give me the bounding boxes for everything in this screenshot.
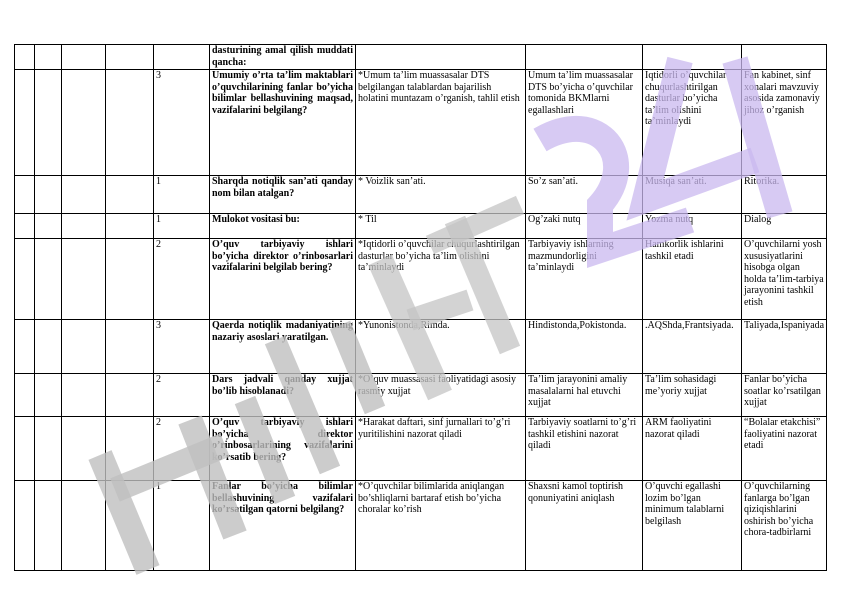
empty-cell	[106, 45, 154, 70]
empty-cell	[62, 481, 106, 571]
question-cell: Umumiy o’rta ta’lim maktablari o’quvchilarining fanlar bo’yicha bilimlar bellashuvining maqsad, vazifalarini belgilang?	[210, 70, 356, 176]
question-cell: Fanlar bo’yicha bilimlar bellashuvining vazifalari ko’rsatilgan qatorni belgilang?	[210, 481, 356, 571]
empty-cell	[35, 214, 62, 239]
score-cell: 2	[154, 417, 210, 481]
answer-c-cell	[643, 45, 742, 70]
empty-cell	[15, 214, 35, 239]
question-cell: Dars jadvali qanday xujjat bo’lib hisoblanadi?	[210, 374, 356, 417]
answer-a-cell: * Voizlik san’ati.	[356, 176, 526, 214]
empty-cell	[62, 239, 106, 320]
empty-cell	[106, 239, 154, 320]
table-row	[15, 45, 827, 70]
answer-d-cell: Dialog	[742, 214, 827, 239]
question-table	[14, 44, 827, 571]
question-cell: Sharqda notiqlik san’ati qanday nom bilan atalgan?	[210, 176, 356, 214]
empty-cell	[106, 176, 154, 214]
empty-cell	[35, 417, 62, 481]
answer-a-cell: *Iqtidorli o’quvchilar chuqurlashtirilgan dasturlar bo’yicha ta’lim olishini ta’minlaydi	[356, 239, 526, 320]
question-cell: Mulokot vositasi bu:	[210, 214, 356, 239]
empty-cell	[15, 374, 35, 417]
empty-cell	[35, 374, 62, 417]
answer-c-cell: ARM faoliyatini nazorat qiladi	[643, 417, 742, 481]
empty-cell	[15, 45, 35, 70]
empty-cell	[15, 481, 35, 571]
score-cell	[154, 45, 210, 70]
empty-cell	[35, 320, 62, 374]
answer-b-cell: Shaxsni kamol toptirish qonuniyatini aniqlash	[526, 481, 643, 571]
empty-cell	[106, 214, 154, 239]
score-cell: 3	[154, 320, 210, 374]
answer-b-cell: Og’zaki nutq	[526, 214, 643, 239]
empty-cell	[35, 239, 62, 320]
empty-cell	[106, 417, 154, 481]
empty-cell	[62, 417, 106, 481]
answer-d-cell: O’quvchilarning fanlarga bo’lgan qiziqishlarini oshirish bo’yicha chora-tadbirlarni	[742, 481, 827, 571]
answer-c-cell: Iqtidorli o’quvchilar chuqurlashtirilgan dasturlar bo’yicha ta’lim olishini ta’minlaydi	[643, 70, 742, 176]
answer-a-cell: * Til	[356, 214, 526, 239]
empty-cell	[62, 45, 106, 70]
table-row	[15, 214, 827, 239]
empty-cell	[15, 239, 35, 320]
answer-a-cell: *Yunonistonda,Rimda.	[356, 320, 526, 374]
empty-cell	[62, 176, 106, 214]
table-row	[15, 176, 827, 214]
empty-cell	[106, 70, 154, 176]
answer-d-cell: Ritorika.	[742, 176, 827, 214]
score-cell: 2	[154, 374, 210, 417]
table-row	[15, 239, 827, 320]
empty-cell	[15, 176, 35, 214]
table-row	[15, 417, 827, 481]
empty-cell	[15, 70, 35, 176]
question-cell: O’quv tarbiyaviy ishlari bo’yicha direktor o’rinbosarlari vazifalarini belgilab bering?	[210, 239, 356, 320]
answer-c-cell: Musiqa san’ati.	[643, 176, 742, 214]
table-row	[15, 70, 827, 176]
answer-a-cell: *Umum ta’lim muassasalar DTS belgilangan talablardan bajarilish holatini muntazam o’rganish, tahlil etish	[356, 70, 526, 176]
answer-d-cell: Fanlar bo’yicha soatlar ko’rsatilgan xujjat	[742, 374, 827, 417]
answer-a-cell: *O’quv muassasasi faoliyatidagi asosiy rasmiy xujjat	[356, 374, 526, 417]
answer-c-cell: Ta’lim sohasidagi me’yoriy xujjat	[643, 374, 742, 417]
question-cell: Qaerda notiqlik madaniyatining nazariy asoslari yaratilgan.	[210, 320, 356, 374]
score-cell: 3	[154, 70, 210, 176]
empty-cell	[62, 320, 106, 374]
empty-cell	[62, 70, 106, 176]
empty-cell	[106, 374, 154, 417]
table-row	[15, 320, 827, 374]
answer-b-cell: Ta’lim jarayonini amaliy masalalarni hal etuvchi xujjat	[526, 374, 643, 417]
empty-cell	[62, 374, 106, 417]
empty-cell	[106, 320, 154, 374]
answer-b-cell: Umum ta’lim muassasalar DTS bo’yicha o’quvchilar tomonida BKMlarni egallashlari	[526, 70, 643, 176]
answer-b-cell: So’z san’ati.	[526, 176, 643, 214]
empty-cell	[35, 45, 62, 70]
answer-d-cell: O’quvchilarni yosh xususiyatlarini hisobga olgan holda ta’lim-tarbiya jarayonini tashkil etish	[742, 239, 827, 320]
answer-a-cell	[356, 45, 526, 70]
table-row	[15, 374, 827, 417]
answer-c-cell: Yozma nutq	[643, 214, 742, 239]
question-cell: O’quv tarbiyaviy ishlari bo’yicha direktor o’rinbosarlarining vazifalarini ko’rsatib bering?	[210, 417, 356, 481]
score-cell: 2	[154, 239, 210, 320]
score-cell: 1	[154, 214, 210, 239]
answer-c-cell: O’quvchi egallashi lozim bo’lgan minimum talablarni belgilash	[643, 481, 742, 571]
answer-c-cell: .AQShda,Frantsiyada.	[643, 320, 742, 374]
empty-cell	[15, 417, 35, 481]
answer-d-cell: Fan kabinet, sinf xonalari mavzuviy asosida zamonaviy jihoz o’rganish	[742, 70, 827, 176]
table-row	[15, 481, 827, 571]
answer-c-cell: Hamkorlik ishlarini tashkil etadi	[643, 239, 742, 320]
answer-d-cell: Taliyada,Ispaniyada	[742, 320, 827, 374]
answer-a-cell: *O’quvchilar bilimlarida aniqlangan bo’shliqlarni bartaraf etish bo’yicha choralar ko’rish	[356, 481, 526, 571]
empty-cell	[15, 320, 35, 374]
empty-cell	[35, 70, 62, 176]
empty-cell	[106, 481, 154, 571]
answer-b-cell: Tarbiyaviy soatlarni to’g’ri tashkil etishini nazorat qiladi	[526, 417, 643, 481]
question-cell: dasturining amal qilish muddati qancha:	[210, 45, 356, 70]
score-cell: 1	[154, 481, 210, 571]
answer-b-cell: Hindistonda,Pokistonda.	[526, 320, 643, 374]
answer-d-cell: “Bolalar etakchisi” faoliyatini nazorat etadi	[742, 417, 827, 481]
empty-cell	[35, 176, 62, 214]
answer-b-cell: Tarbiyaviy ishlarning mazmundorligini ta’minlaydi	[526, 239, 643, 320]
answer-b-cell	[526, 45, 643, 70]
empty-cell	[62, 214, 106, 239]
answer-d-cell	[742, 45, 827, 70]
answer-a-cell: *Harakat daftari, sinf jurnallari to’g’ri yuritilishini nazorat qiladi	[356, 417, 526, 481]
empty-cell	[35, 481, 62, 571]
score-cell: 1	[154, 176, 210, 214]
